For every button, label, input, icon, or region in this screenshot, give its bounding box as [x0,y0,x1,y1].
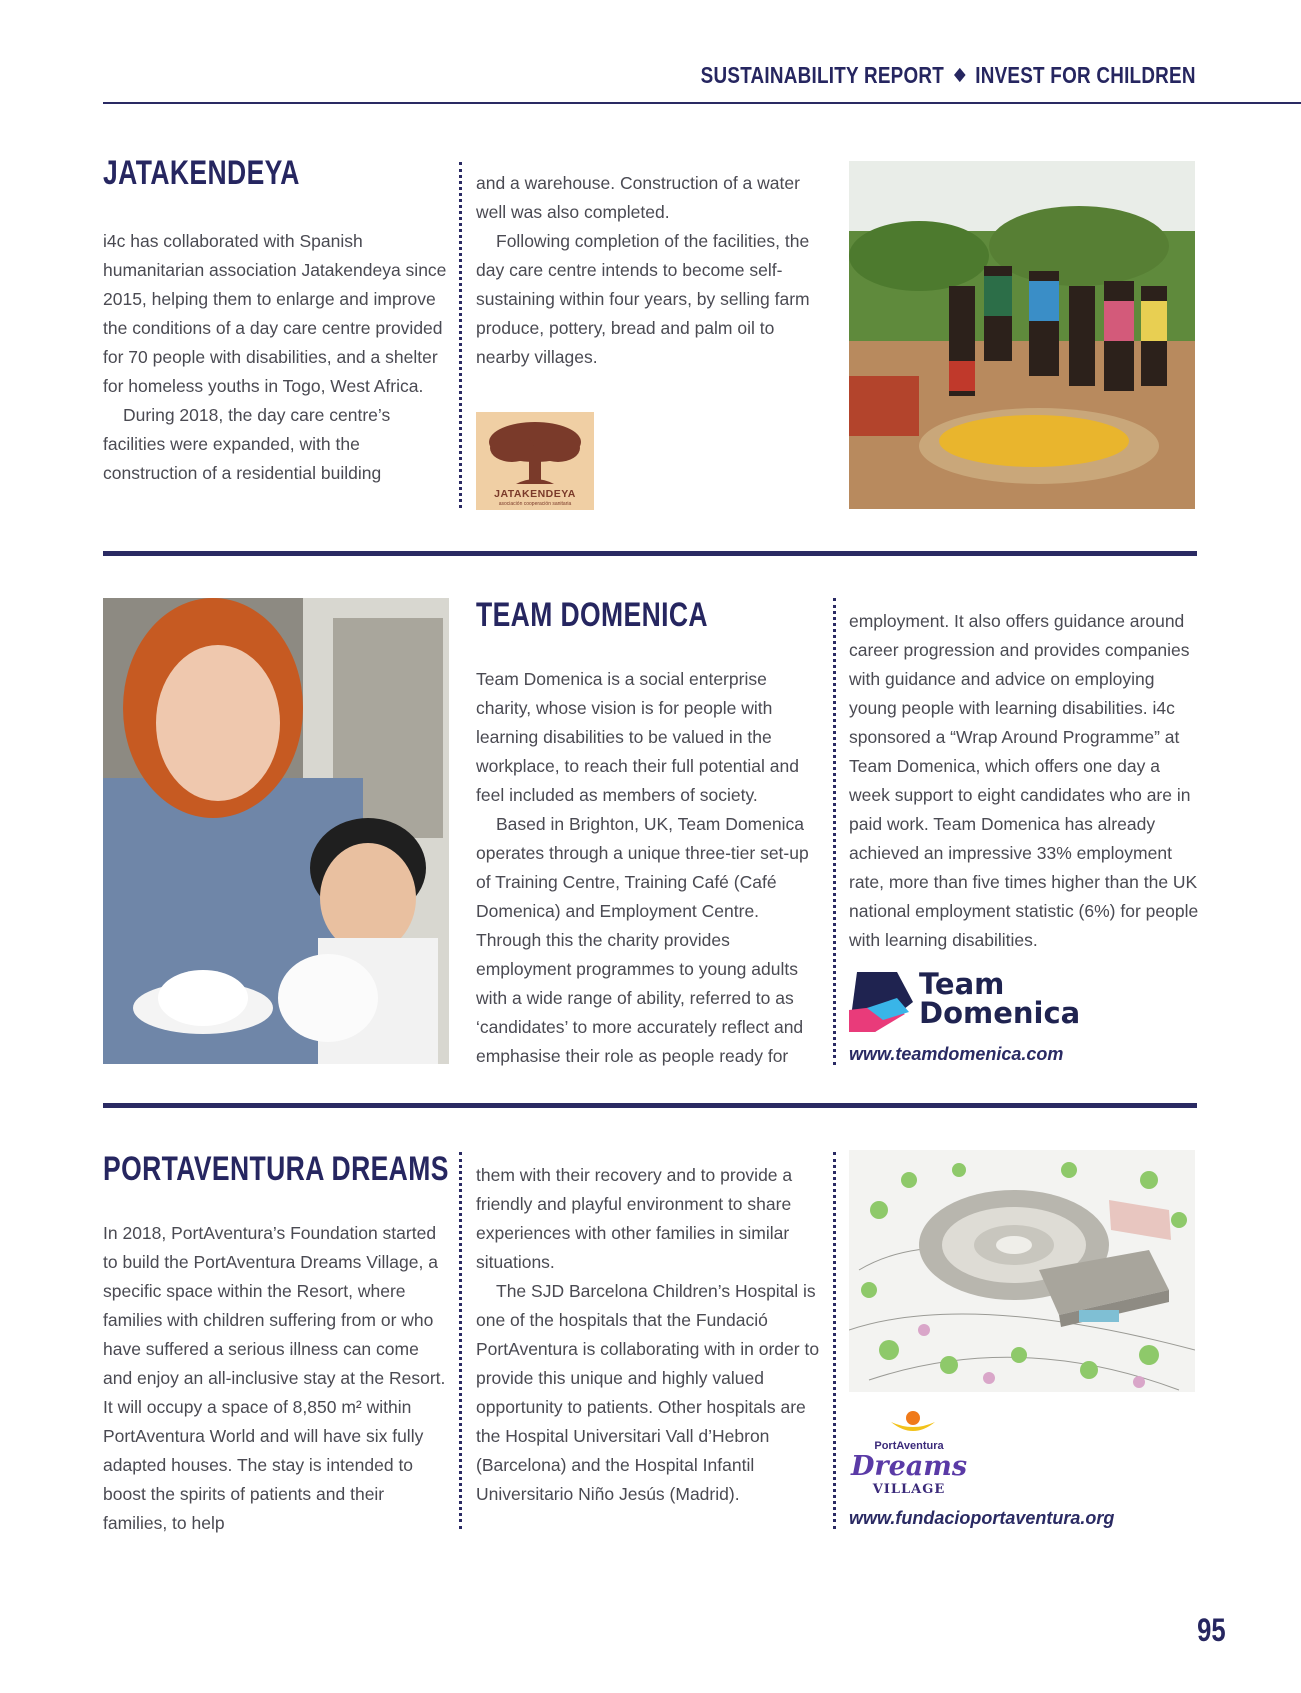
portaventura-logo-dreams: Dreams [850,1451,968,1482]
portaventura-url[interactable]: www.fundacioportaventura.org [849,1508,1115,1528]
portaventura-column-1 [103,1219,448,1538]
team-domenica-logo-line1: Team [919,967,1005,1001]
column-divider [833,1152,836,1529]
portaventura-column-2 [476,1161,821,1509]
team-domenica-logo-line2: Domenica [919,996,1081,1030]
team-domenica-logo [849,967,1089,1032]
section-divider [103,551,1197,556]
page-number: 95 [1197,1612,1226,1648]
column-divider [833,598,836,1065]
team-domenica-photo [103,598,449,1064]
paragraph: and a warehouse. Construction of a water well was also completed. [476,173,800,222]
diamond-icon [954,68,966,82]
header-section-label: INVEST FOR CHILDREN [975,62,1196,88]
jatakendeya-logo-subtext: asociación cooperación sanitaria [498,501,572,507]
jatakendeya-column-1 [103,227,448,488]
portaventura-village-rendering [849,1150,1195,1392]
sun-smile-icon [887,1410,939,1436]
section-divider [103,1103,1197,1108]
portaventura-dreams-logo [849,1410,969,1495]
paragraph: Based in Brighton, UK, Team Domenica operates through a unique three-tier set-up of Training Centre, Training Café (Café Domenica) and Employment Centre. Through this the charity provides employment programmes to young adults with a wide range of ability, referred to as ‘candidates’ to more accurately reflect and emphasise their role as people ready for [476,814,809,1066]
page-header [0,62,1301,102]
jatakendeya-photo [849,161,1195,509]
jatakendeya-column-2 [476,169,821,372]
header-report-label: SUSTAINABILITY REPORT [700,62,945,88]
paragraph: The SJD Barcelona Children’s Hospital is one of the hospitals that the Fundació PortAventura is collaborating with in order to provide this unique and highly valued opportunity to patients. Other hospitals are the Hospital Universitari Vall d’Hebron (Barcelona) and the Hospital Infantil Universitario Niño Jesús (Madrid). [476,1281,820,1504]
paragraph: employment. It also offers guidance around career progression and provides companies with guidance and advice on employing young people with learning disabilities. i4c sponsored a “Wrap Around Programme” at Team Domenica, which offers one day a week support to eight candidates who are in paid work. Team Domenica has already achieved an impressive 33% employment rate, more than five times higher than the UK national employment statistic (6%) for people with learning disabilities. [849,611,1199,950]
jatakendeya-logo-text: JATAKENDEYA [494,488,576,500]
column-divider [459,162,462,508]
paragraph: Following completion of the facilities, the day care centre intends to become self-sustaining within four years, by selling farm produce, pottery, bread and palm oil to nearby villages. [476,231,810,367]
portaventura-logo-brand: PortAventura [874,1440,944,1452]
paragraph: During 2018, the day care centre’s facilities were expanded, with the construction of a residential building [103,405,391,483]
team-domenica-column-1 [476,665,821,1071]
paragraph: In 2018, PortAventura’s Foundation started to build the PortAventura Dreams Village, a specific space within the Resort, where families with children suffering from or who have suffered a serious illness can come and enjoy an all-inclusive stay at the Resort. It will occupy a space of 8,850 m² within PortAventura World and will have six fully adapted houses. The stay is intended to boost the spirits of patients and their families, to help [103,1223,446,1533]
header-title [701,62,1196,89]
section-title-portaventura: PORTAVENTURA DREAMS [103,1150,449,1188]
team-domenica-column-2 [849,607,1199,955]
team-domenica-url[interactable]: www.teamdomenica.com [849,1044,1064,1064]
header-divider [103,102,1301,104]
paragraph: Team Domenica is a social enterprise charity, whose vision is for people with learning disabilities to be valued in the workplace, to reach their full potential and feel included as members of society. [476,669,799,805]
section-title-jatakendeya: JATAKENDEYA [103,154,300,192]
portaventura-logo-village: VILLAGE [872,1482,946,1497]
paragraph: i4c has collaborated with Spanish humanitarian association Jatakendeya since 2015, helping them to enlarge and improve the conditions of a day care centre provided for 70 people with disabilities, and a shelter for homeless youths in Togo, West Africa. [103,231,447,396]
section-title-team-domenica: TEAM DOMENICA [476,596,708,634]
paragraph: them with their recovery and to provide a friendly and playful environment to share experiences with other families in similar situations. [476,1165,793,1272]
column-divider [459,1152,462,1529]
jatakendeya-logo [476,412,594,510]
team-domenica-logo-icon [849,972,913,1032]
